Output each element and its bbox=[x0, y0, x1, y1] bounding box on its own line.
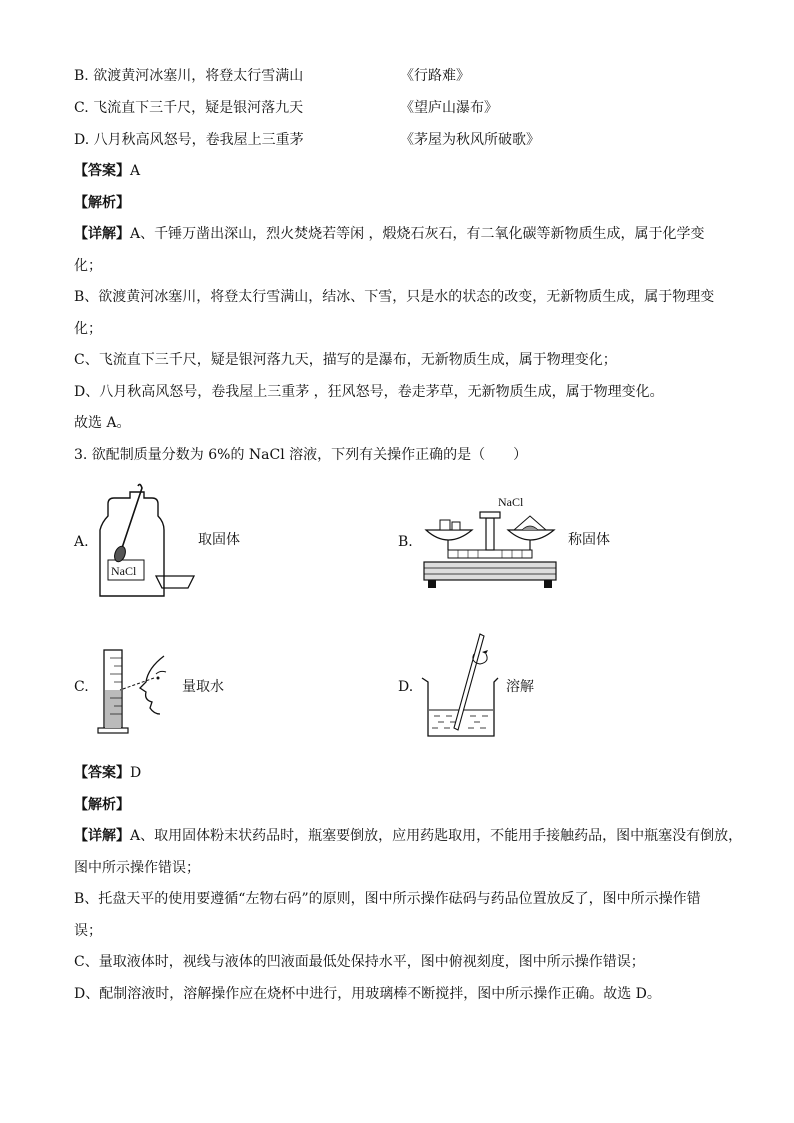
answer-3-value: D bbox=[130, 765, 142, 781]
detail-3-b: B、托盘天平的使用要遵循“左物右码”的原则，图中所示操作砝码与药品位置放反了，图中所示操作错 bbox=[74, 891, 701, 907]
analysis-1-label: 【解析】 bbox=[74, 195, 130, 211]
option-b bbox=[74, 67, 470, 85]
figure-a-letter: A. bbox=[74, 534, 89, 550]
analysis-3-label: 【解析】 bbox=[74, 797, 130, 813]
figure-b-letter: B. bbox=[398, 534, 413, 550]
detail-1-label: 【详解】 bbox=[74, 226, 130, 242]
detail-3-c: C、量取液体时，视线与液体的凹液面最低处保持水平，图中俯视刻度，图中所示操作错误； bbox=[74, 954, 645, 970]
detail-1-b-cont: 化； bbox=[74, 321, 102, 337]
detail-1-c: C、飞流直下三千尺，疑是银河落九天，描写的是瀑布，无新物质生成，属于物理变化； bbox=[74, 352, 617, 368]
detail-1-a-text: A、千锤万凿出深山，烈火焚烧若等闲 ，煅烧石灰石，有二氧化碳等新物质生成，属于化学变 bbox=[130, 226, 705, 242]
detail-3-b-cont: 误； bbox=[74, 923, 102, 939]
figure-c-cylinder-eye bbox=[96, 646, 186, 736]
figure-b-caption: 称固体 bbox=[568, 532, 610, 548]
detail-1-a bbox=[74, 225, 705, 243]
detail-1-b: B、欲渡黄河冰塞川，将登太行雪满山，结冰、下雪，只是水的状态的改变，无新物质生成，属于物理变 bbox=[74, 289, 715, 305]
figure-b-balance bbox=[418, 490, 568, 598]
figure-a-bottle-spoon bbox=[94, 484, 204, 604]
detail-3-d: D、配制溶液时，溶解操作应在烧杯中进行，用玻璃棒不断搅拌，图中所示操作正确。故选 D。 bbox=[74, 986, 661, 1002]
detail-1-d: D、八月秋高风怒号，卷我屋上三重茅 ，狂风怒号，卷走茅草，无新物质生成，属于物理变化。 bbox=[74, 384, 664, 400]
option-b-source: 《行路难》 bbox=[400, 68, 470, 84]
option-d bbox=[74, 131, 540, 149]
answer-1-label: 【答案】 bbox=[74, 163, 130, 179]
figure-c-caption: 量取水 bbox=[182, 679, 224, 695]
detail-1-conclusion: 故选 A。 bbox=[74, 415, 131, 431]
option-c-text: C. 飞流直下三千尺，疑是银河落九天 bbox=[74, 100, 304, 116]
figure-d-letter: D. bbox=[398, 679, 414, 695]
figure-d-caption: 溶解 bbox=[506, 679, 534, 695]
answer-1-value: A bbox=[130, 163, 141, 179]
detail-1-a-cont: 化； bbox=[74, 258, 102, 274]
detail-3-a bbox=[74, 827, 742, 845]
option-c bbox=[74, 99, 498, 117]
detail-3-a-text: A、取用固体粉末状药品时，瓶塞要倒放，应用药匙取用，不能用手接触药品，图中瓶塞没有倒放， bbox=[130, 828, 743, 844]
option-b-text: B. 欲渡黄河冰塞川，将登太行雪满山 bbox=[74, 68, 304, 84]
option-d-text: D. 八月秋高风怒号，卷我屋上三重茅 bbox=[74, 132, 304, 148]
figure-a-caption: 取固体 bbox=[198, 532, 240, 548]
answer-1 bbox=[74, 162, 140, 180]
option-d-source: 《茅屋为秋风所破歌》 bbox=[400, 132, 540, 148]
answer-3-label: 【答案】 bbox=[74, 765, 130, 781]
figure-a-label: NaCl bbox=[111, 564, 137, 578]
figure-c-letter: C. bbox=[74, 679, 89, 695]
answer-3 bbox=[74, 764, 141, 782]
detail-3-a-cont: 图中所示操作错误； bbox=[74, 860, 200, 876]
question-3: 3. 欲配制质量分数为 6%的 NaCl 溶液，下列有关操作正确的是（ ） bbox=[74, 447, 528, 463]
detail-3-label: 【详解】 bbox=[74, 828, 130, 844]
figure-b-label: NaCl bbox=[498, 495, 524, 509]
option-c-source: 《望庐山瀑布》 bbox=[400, 100, 498, 116]
figure-d-beaker-rod bbox=[418, 630, 498, 740]
